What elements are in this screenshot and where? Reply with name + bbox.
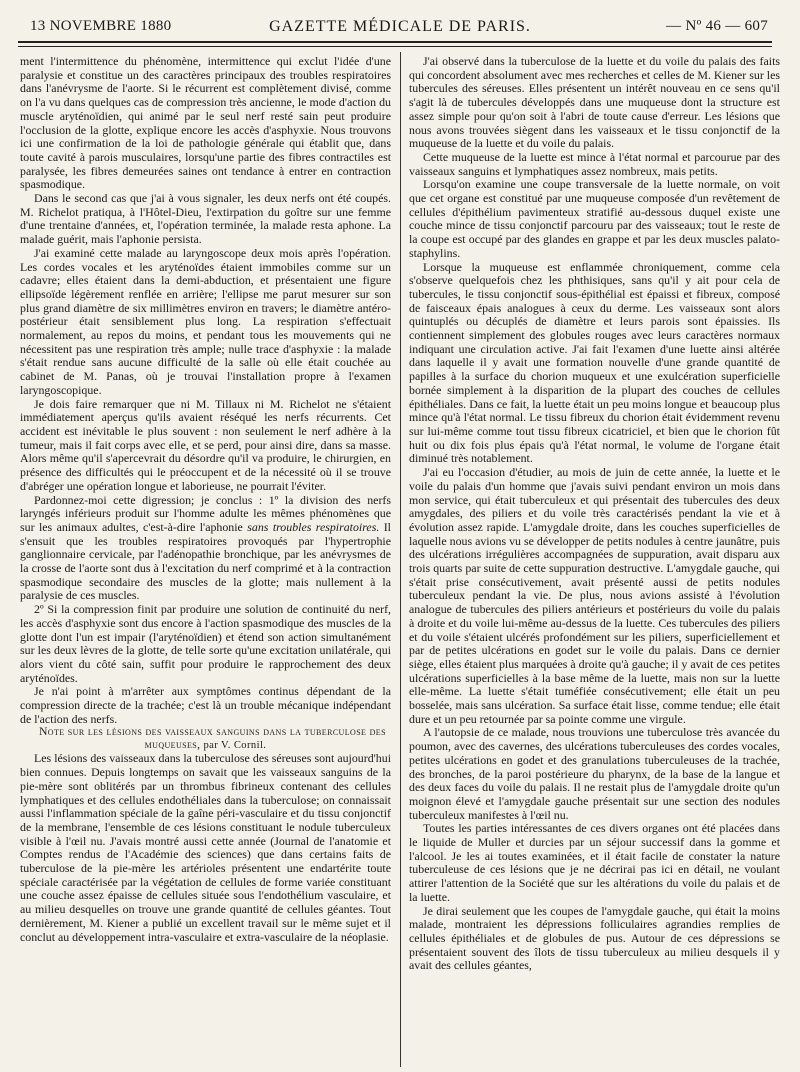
paragraph: J'ai observé dans la tuberculose de la luette et du voile du palais des faits qui concordent absolument avec mes recherches et celles de M. Kiener sur les tubercules des séreuses. Elles présentent un intérêt nouveau en ce sens qu'il s'agit là de tubercules développés dans une muqueuse dont la structure est assez simple pour qu'on soit à l'abri de toute cause d'erreur. Les lésions que nous avons trouvées siègent dans les vaisseaux et le tissu conjonctif de la muqueuse de la luette et du voile du palais. bbox=[409, 55, 780, 151]
paragraph: J'ai examiné cette malade au laryngoscope deux mois après l'opération. Les cordes vocales et les aryténoïdes étaient immobiles comme sur un cadavre; elles étaient dans la demi-abduction, et présentaient une figure ellipsoïde légèrement renflée en arrière; l'ellipse me parut mesurer sur son plus grand diamètre de six millimètres environ en travers; le diamètre antéro-postérieur était sensiblement plus long. La respiration s'effectuait normalement, au repos du moins, et pendant tous les mouvements qui ne nécessitent pas une respiration très ample; nulle trace d'asphyxie : la malade s'était rendue sans aucune difficulté de la salle où elle était couchée au cabinet de M. Panas, où je trouvai l'installation propre à l'examen laryngoscopique. bbox=[20, 245, 391, 397]
paragraph: J'ai eu l'occasion d'étudier, au mois de juin de cette année, la luette et le voile du palais d'un homme que j'avais suivi pendant environ un mois dans mon service, qui était tuberculeux et qui présentait des tubercules des deux amygdales, des piliers et du voile très caractérisés pendant la vie et à évolution assez rapide. L'amygdale droite, dans les couches superficielles de laquelle nous avions vu se développer de petits nodules à centre jaunâtre, puis des ulcérations irrégulières accompagnées de suppuration, avait disparu aux trois quarts par suite de cette suppuration destructive. L'amygdale gauche, qui s'était prise consécutivement, avait présenté aussi de petits nodules tuberculeux pendant la vie. De plus, nous avions assisté à l'évolution analogue de tubercules des piliers antérieurs et postérieurs du voile du palais à droite et du voile lui-même au-dessus de la luette. Ces tubercules des piliers et du voile s'étaient ulcérés profondément sur les piliers, superficiellement et par de petites ulcérations en godet sur le voile du palais. Dans ce dernier siège, elles étaient plus marquées à droite qu'à gauche; il y avait de ces petites ulcérations superficielles à la base même de la luette, mais non sur la luette elle-même. La luette s'était tuméfiée consécutivement; elle était un peu bosselée, mais sans ulcération. Sa surface était lisse, comme tendue; elle était dure et un peu retournée par sa pointe comme une virgule. bbox=[409, 465, 780, 726]
paragraph: ment l'intermittence du phénomène, intermittence qui exclut l'idée d'une paralysie et constitue un des caractères principaux des troubles respiratoires dans l'anévrysme de l'aorte. Si le récurrent est complètement divisé, comme on l'a vu dans quelques cas de compression très ancienne, le mode d'action du muscle aryténoïdien, qui animé par le seul nerf resté sain peut produire l'occlusion de la glotte, explique encore les accès d'asphyxie. Nous trouvons ici une confirmation de la loi de pathologie générale qui établit que, dans toute cavité à parois musculaires, lorsqu'une partie des fibres contractiles est paralysée, les fibres demeurées saines ont tendance à entrer en contraction spasmodique. bbox=[20, 55, 391, 192]
paragraph: Les lésions des vaisseaux dans la tuberculose des séreuses sont aujourd'hui bien connues. Depuis longtemps on savait que les vaisseaux sanguins de la pie-mère sont oblitérés par un thrombus fibrineux contenant des cellules lymphatiques et des cellules endothéliales dans la tuberculose; on connaissait aussi l'inflammation spéciale de la gaîne péri-vasculaire et du tissu conjonctif de la membrane, l'ensemble de ces lésions constituant le nodule tuberculeux visible à l'œil nu. J'avais montré aussi cette année (Journal de l'anatomie et Comptes rendus de l'Académie des sciences) que dans certains faits de tuberculose de la pie-mère les artérioles présentent une endartérite toute spéciale caractérisée par la végétation de cellules de forme variée constituant une couche assez épaisse de cellules située sous l'endothélium vasculaire, et au milieu desquelles on trouve une grande quantité de cellules géantes. Tout dernièrement, M. Kiener a publié un excellent travail sur le même sujet et il conclut au développement intra-vasculaire et extra-vasculaire de la néoplasie. bbox=[20, 751, 391, 944]
header-rule-thin bbox=[18, 46, 772, 47]
article-author: par V. Cornil. bbox=[200, 740, 267, 752]
paragraph-text: Il s'ensuit que les troubles respiratoires provoqués par l'hypertrophie ganglionnaire cervicale, par l'adénopathie bronchique, par les anévrysmes de la crosse de l'aorte sont dus à l'excitation du nerf comprimé et à la contraction spasmodique secondaire des muscles de la glotte; mais nullement à la paralysie de ces muscles. bbox=[20, 519, 391, 603]
paragraph: Cette muqueuse de la luette est mince à l'état normal et parcourue par des vaisseaux sanguins et lymphatiques assez nombreux, mais petits. bbox=[409, 149, 780, 178]
issue-date: 13 NOVEMBRE 1880 bbox=[30, 18, 172, 34]
journal-title: GAZETTE MÉDICALE DE PARIS. bbox=[269, 18, 531, 35]
issue-page-number: — Nº 46 — 607 bbox=[666, 18, 768, 34]
paragraph: Dans le second cas que j'ai à vous signaler, les deux nerfs ont été coupés. M. Richelot pratiqua, à l'Hôtel-Dieu, l'extirpation du goître sur une femme d'une trentaine d'années, et, l'opération terminée, la malade resta aphone. La malade guérit, mais l'aphonie persista. bbox=[20, 191, 391, 247]
article-title bbox=[20, 726, 391, 752]
paragraph: Lorsqu'on examine une coupe transversale de la luette normale, on voit que cet organe est constitué par une muqueuse composée d'un revêtement de cellules d'épithélium pavimenteux stratifié au-dessous duquel existe une couche mince de tissu conjonctif parcouru par des vaisseaux; tout le reste de la coupe est occupé par des glandes en grappe et par les deux muscles palato-staphylins. bbox=[409, 177, 780, 260]
paragraph: A l'autopsie de ce malade, nous trouvions une tuberculose très avancée du poumon, avec des cavernes, des ulcérations tuberculeuses des cordes vocales, petites ulcérations en godet et des granulations tuberculeuses de la trachée, des bronches, de la paroi postérieure du pharynx, de la base de la langue et des deux faces du voile du palais. Il ne restait plus de l'amygdale droite qu'un moignon élevé et l'amygdale gauche présentait sur une section des nodules tuberculeux manifestes à l'œil nu. bbox=[409, 725, 780, 822]
paragraph: Lorsque la muqueuse est enflammée chroniquement, comme cela s'observe quelquefois chez les phthisiques, sans qu'il y ait pour cela de tubercules, le tissu conjonctif sous-épithélial est épaissi et fibreux, composé de faisceaux épais analogues à ceux du derme. Les vaisseaux sont alors quintuplés ou décuplés de diamètre et leurs parois sont épaissies. Ils contiennent simplement des globules rouges avec leurs caractères normaux indiquant une circulation active. J'ai fait l'examen d'une luette ainsi altérée dans laquelle il y avait une formation nouvelle d'une grande quantité de papilles à la surface du chorion muqueux et une exulcération superficielle bornée simplement à la disparition de la plupart des couches de cellules épithéliales. Dans ce fait, la luette était un peu moins longue et beaucoup plus mince qu'à l'état normal. Le tissu fibreux du chorion était évidemment revenu sur lui-même comme tout tissu fibreux cicatriciel, et bien que le chorion fût huit ou dix fois plus épais qu'à l'état normal, le volume de l'organe était diminué très notablement. bbox=[409, 259, 780, 466]
paragraph: Je dirai seulement que les coupes de l'amygdale gauche, qui était la moins malade, montraient les dépressions folliculaires agrandies remplies de cellules épithéliales et de globules de pus. Autour de ces dépressions se présentaient souvent des îlots de tissu tuberculeux au milieu desquels il y avait des cellules géantes, bbox=[409, 903, 780, 973]
paragraph: Je n'ai point à m'arrêter aux symptômes continus dépendant de la compression directe de la trachée; c'est là un trouble mécanique indépendant de l'action des nerfs. bbox=[20, 684, 391, 726]
paragraph: 2º Si la compression finit par produire une solution de continuité du nerf, les accès d'asphyxie sont dus encore à l'action spasmodique des muscles de la glotte dont l'un est impair (l'aryténoïdien) et étend son action simultanément sur les deux lèvres de la glotte, de telle sorte qu'une excitation unilatérale, qui alors vient du côté sain, suffit pour produire le rapprochement des deux aryténoïdes. bbox=[20, 602, 391, 685]
left-column bbox=[20, 55, 391, 1063]
page-header bbox=[18, 18, 782, 40]
column-divider bbox=[400, 52, 401, 1067]
paragraph-text: Pardonnez-moi cette digression; je conclus : 1º la division des nerfs laryngés inférieurs produit sur l'homme adulte les mêmes phénomènes que sur les animaux adultes, c'est-à-dire l'aphonie bbox=[20, 492, 391, 534]
paragraph: Toutes les parties intéressantes de ces divers organes ont été placées dans le liquide de Muller et durcies par un séjour successif dans la gomme et l'alcool. Je les ai toutes examinées, et il était facile de constater la nature tuberculeuse de ces lésions que je ne décrirai pas ici en détail, ne voulant attirer l'attention de la Société que sur les altérations du voile du palais et de la luette. bbox=[409, 821, 780, 904]
paragraph bbox=[20, 494, 391, 604]
header-rule-thick bbox=[18, 41, 772, 43]
article-title-text: Note sur les lésions des vaisseaux sanguins dans la tuberculose des muqueuses, bbox=[39, 726, 386, 752]
emphasis-text: sans troubles respiratoires. bbox=[247, 519, 380, 534]
right-column bbox=[409, 55, 780, 1063]
paragraph: Je dois faire remarquer que ni M. Tillaux ni M. Richelot ne s'étaient immédiatement aperçus qu'ils avaient réséqué les nerfs récurrents. Cet accident est inévitable le plus souvent : non seulement le nerf adhère à la tumeur, mais il fait corps avec elle, et se perd, pour ainsi dire, dans sa masse. Alors même qu'il s'apercevrait du désordre qu'il va produire, le chirurgien, en présence des difficultés qui le préoccupent et de la nécessité où il se trouve d'abréger une opération longue et laborieuse, ne pourrait l'éviter. bbox=[20, 396, 391, 493]
